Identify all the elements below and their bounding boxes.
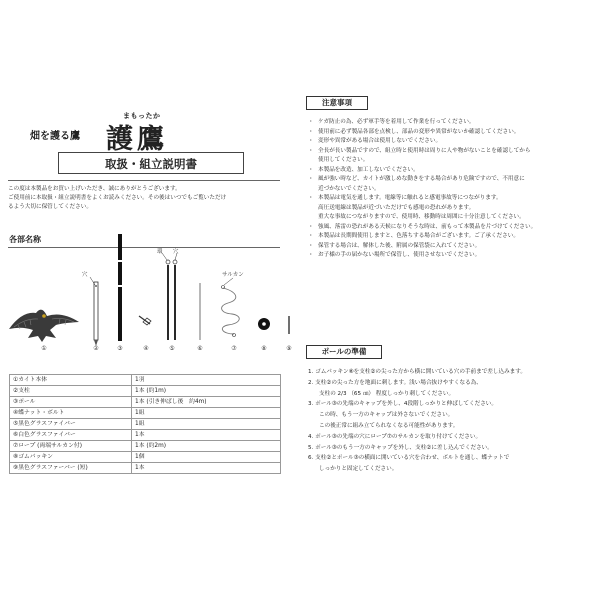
pole-step-line: しっかりと固定してください。 (319, 466, 398, 473)
pole-step-line: 5. ポール③のもう一方のキャップを外し、支柱②に差し込んでください。 (308, 444, 493, 451)
caution-text: 高圧送電線は製品が近づいただけでも感電の恐れがあります。 (318, 204, 475, 211)
bullet-icon: ・ (308, 176, 314, 182)
part-qty-cell: 1組 (132, 408, 281, 419)
part-name-cell: ⑦ロープ (両端サルカン付) (10, 441, 132, 452)
bullet-icon: ・ (308, 166, 314, 173)
caution-text: 変形や異常がある場合は使用しないでください。 (318, 138, 442, 144)
part-name-cell: ②支柱 (10, 386, 132, 397)
rope-illustration (222, 278, 240, 337)
caution-text: 本製品は長期間使用しますと、色落ちする場合がございます。ご了承ください。 (318, 233, 519, 239)
caution-line (308, 251, 593, 261)
label-hole: 穴 (173, 249, 179, 255)
caution-text: 本製品は電気を通します。電線等に触れると感電事故等につながります。 (318, 195, 502, 201)
caution-line (308, 213, 593, 223)
part-number: ⑥ (197, 345, 203, 352)
bullet-icon (308, 156, 318, 166)
caution-line (308, 194, 593, 204)
part-name-cell: ①カイト本体 (10, 375, 132, 386)
bullet-icon: ・ (308, 252, 314, 258)
part-name-cell: ⑨黒色グラスファーバー (短) (10, 463, 132, 474)
bullet-icon: ・ (308, 242, 314, 249)
caution-text: ケガ防止の為、必ず軍手等を着用して作業を行ってください。 (318, 119, 475, 125)
pole-step-line: 4. ポール③の先端の穴にロープ⑦のサルカンを取り付けてください。 (308, 433, 482, 440)
intro-line: ご使用前に本取扱・組立説明書をよくお読みください。その後はいつでもご覧いただけ (8, 195, 227, 201)
bullet-icon: ・ (308, 119, 314, 125)
caution-line (308, 175, 593, 185)
parts-illustration (0, 0, 300, 370)
subtitle: 畑を護る鷹 (30, 131, 80, 142)
caution-line (308, 232, 593, 242)
part-qty-cell: 1本 (132, 430, 281, 441)
pole-step-line: この時、もう一方のキャップは外さないでください。 (319, 412, 454, 419)
part-number: ① (41, 345, 47, 352)
caution-line (308, 156, 593, 166)
part-qty-cell: 1組 (132, 419, 281, 430)
caution-text: 風が強い時など、カイトが激しめな動きをする場合があり危険ですので、不用意に (318, 176, 525, 182)
caution-line (308, 137, 593, 147)
bolt-nut-illustration (139, 316, 151, 325)
parts-table-row (10, 452, 281, 463)
bullet-icon (308, 204, 318, 214)
label-sarukan: サルカン (222, 272, 244, 278)
bullet-icon: ・ (308, 147, 314, 154)
bullet-icon: ・ (308, 138, 314, 144)
pole-step-line: 6. 支柱②とポール③の横面に開いている穴を合わせ、ボルトを通し、蝶ナットで (308, 455, 510, 462)
pole-step-line: この後正常に組み立てられなくなる可能性があります。 (319, 422, 459, 429)
caution-line (308, 242, 593, 252)
manual-title: 取扱・組立説明書 (58, 152, 244, 174)
bullet-icon: ・ (308, 233, 314, 239)
caution-line (308, 166, 593, 176)
part-qty-cell: 1羽 (132, 375, 281, 386)
black-fiberglass-illustration (162, 253, 177, 340)
part-number: ⑧ (261, 345, 267, 352)
pole-prep-steps (308, 367, 593, 475)
caution-line (308, 118, 593, 128)
intro-line: この度は本製品をお買い上げいただき、誠にありがとうございます。 (8, 186, 181, 192)
parts-table-row (10, 375, 281, 386)
part-qty-cell: 1本 (132, 463, 281, 474)
cautions-title: 注意事項 (306, 96, 368, 110)
pole-step-line: 2. 支柱②の尖った方を地面に刺します。浅い場合抜けやすくなる為、 (308, 379, 482, 386)
part-number: ⑦ (231, 345, 237, 352)
pole-step-line: 1. ゴムパッキン⑧を支柱②の尖った方から横に開いている穴の手前まで差し込みます。 (308, 369, 527, 375)
brand-furigana: まもったか (123, 112, 161, 120)
part-name-cell: ⑥白色グラスファイバー (10, 430, 132, 441)
brand-logo: 護鷹 (106, 124, 168, 155)
caution-line (308, 147, 593, 157)
caution-text: 強風、落雷の恐れがある天候になりそうな時は、前もって本製品を片づけてください。 (318, 223, 537, 230)
caution-text: 保管する場合は、解体した後、附属の保管袋に入れてください。 (318, 242, 481, 249)
bullet-icon: ・ (308, 128, 314, 135)
pole-prep-title: ポールの準備 (306, 345, 382, 359)
bullet-icon (308, 213, 318, 223)
part-number: ⑤ (169, 345, 175, 352)
part-qty-cell: 1本 (引き伸ばし後 約4m) (132, 397, 281, 408)
intro-line: るよう大切に保管してください。 (8, 204, 92, 210)
part-name-cell: ⑧ゴムパッキン (10, 452, 132, 463)
parts-table-row (10, 419, 281, 430)
parts-table-row (10, 463, 281, 474)
part-qty-cell: 1個 (132, 452, 281, 463)
pole-step-line: 3. ポール③の先端のキャップを外し、4段階しっかりと伸ばしてください。 (308, 401, 497, 408)
part-name-cell: ③ポール (10, 397, 132, 408)
parts-table (9, 374, 281, 474)
bullet-icon: ・ (308, 195, 314, 201)
caution-text: 使用してください。 (318, 157, 369, 163)
rubber-packing-illustration (258, 318, 270, 330)
part-qty-cell: 1本 (約2m) (132, 441, 281, 452)
label-ana: 穴 (82, 272, 88, 278)
pole-step-line: 支柱の 2/3 （65 ㎝） 程度しっかり刺してください。 (319, 390, 455, 397)
part-number: ⑨ (286, 345, 292, 352)
caution-text: 本製品を改造、加工しないでください。 (318, 166, 419, 173)
caution-text: 重大な事故につながりますので、使用時、移動時は周囲に十分注意してください。 (318, 214, 525, 220)
part-name-cell: ④蝶ナット・ボルト (10, 408, 132, 419)
parts-section-title: 各部名称 (9, 235, 41, 244)
caution-text: 全長が長い製品ですので、組立時と使用時は周りに人や物がないことを確認してから (318, 147, 531, 154)
caution-text: 使用前に必ず製品各部を点検し、部品の変形や異常がないか確認してください。 (318, 128, 520, 135)
bullet-icon: ・ (308, 223, 314, 230)
parts-table-row (10, 408, 281, 419)
caution-text: お子様の手の届かない場所で保管し、使用させないでください。 (318, 252, 481, 258)
part-number: ② (93, 345, 99, 352)
parts-table-row (10, 441, 281, 452)
caution-line (308, 185, 593, 195)
cautions-list (308, 118, 593, 261)
support-post-illustration (90, 277, 98, 346)
parts-table-row (10, 430, 281, 441)
bullet-icon (308, 185, 318, 195)
part-name-cell: ⑤黒色グラスファイバー (10, 419, 132, 430)
caution-line (308, 223, 593, 233)
part-number: ③ (117, 345, 123, 352)
part-qty-cell: 1本 (約1m) (132, 386, 281, 397)
parts-table-row (10, 386, 281, 397)
caution-line (308, 204, 593, 214)
caution-text: 近づかないでください。 (318, 185, 380, 192)
parts-table-row (10, 397, 281, 408)
kite-bird-illustration (9, 310, 79, 342)
caution-line (308, 128, 593, 138)
part-number: ④ (143, 345, 149, 352)
label-kan: 環 (157, 249, 163, 255)
